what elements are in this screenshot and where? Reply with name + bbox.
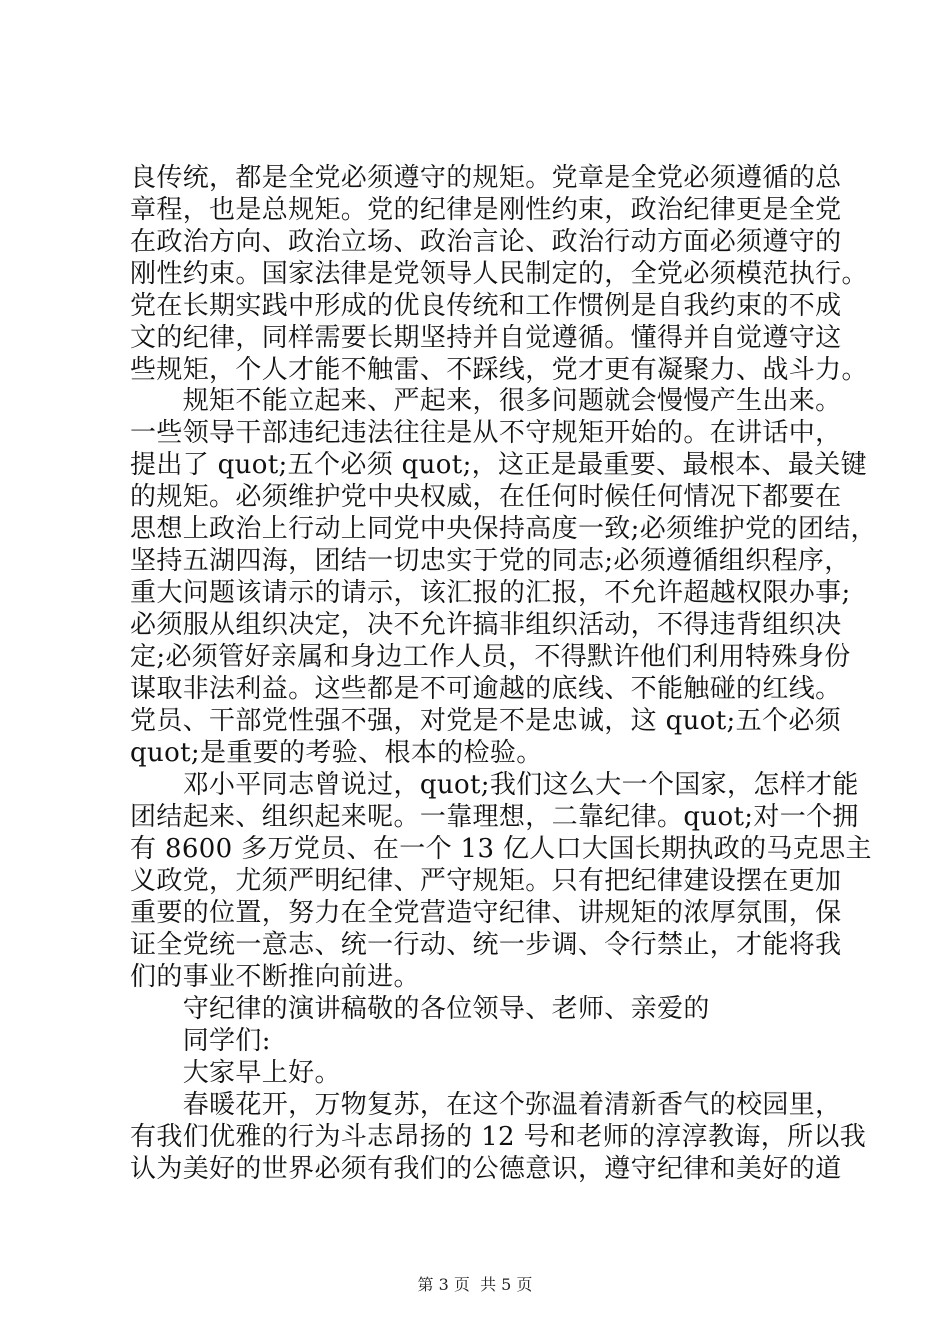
- text-line: 同学们:: [130, 1026, 271, 1056]
- text-line: 思想上政治上行动上同党中央保持高度一致;必须维护党的团结，: [130, 514, 877, 544]
- text-line: 义政党，尤须严明纪律、严守规矩。只有把纪律建设摆在更加: [130, 866, 842, 896]
- text-line: 定;必须管好亲属和身边工作人员，不得默许他们利用特殊身份: [130, 642, 851, 672]
- text-line: 提出了 quot;五个必须 quot;，这正是最重要、最根本、最关键: [130, 450, 867, 480]
- text-line: 邓小平同志曾说过，quot;我们这么大一个国家，怎样才能: [130, 770, 859, 800]
- text-line: 必须服从组织决定，决不允许搞非组织活动，不得违背组织决: [130, 610, 842, 640]
- text-line: 认为美好的世界必须有我们的公德意识，遵守纪律和美好的道: [130, 1154, 842, 1184]
- text-line: 重要的位置，努力在全党营造守纪律、讲规矩的浓厚氛围，保: [130, 898, 842, 928]
- text-line: 大家早上好。: [130, 1058, 341, 1088]
- text-line: 文的纪律，同样需要长期坚持并自觉遵循。懂得并自觉遵守这: [130, 323, 842, 353]
- text-line: 证全党统一意志、统一行动、统一步调、令行禁止，才能将我: [130, 930, 842, 960]
- text-line: 刚性约束。国家法律是党领导人民制定的，全党必须模范执行。: [130, 259, 868, 289]
- text-line: quot;是重要的考验、根本的检验。: [130, 738, 543, 768]
- text-line: 们的事业不断推向前进。: [130, 962, 420, 992]
- text-line: 重大问题该请示的请示，该汇报的汇报，不允许超越权限办事;: [130, 578, 851, 608]
- text-line: 章程，也是总规矩。党的纪律是刚性约束，政治纪律更是全党: [130, 195, 842, 225]
- text-line: 良传统，都是全党必须遵守的规矩。党章是全党必须遵循的总: [130, 163, 842, 193]
- text-line: 守纪律的演讲稿敬的各位领导、老师、亲爱的: [130, 994, 710, 1024]
- text-line: 谋取非法利益。这些都是不可逾越的底线、不能触碰的红线。: [130, 674, 842, 704]
- text-line: 党员、干部党性强不强，对党是不是忠诚，这 quot;五个必须: [130, 706, 842, 736]
- text-line: 团结起来、组织起来呢。一靠理想，二靠纪律。quot;对一个拥: [130, 802, 859, 832]
- paragraph-block-main: [130, 385, 877, 1185]
- text-line: 规矩不能立起来、严起来，很多问题就会慢慢产生出来。: [130, 386, 842, 416]
- text-line: 的规矩。必须维护党中央权威，在任何时候任何情况下都要在: [130, 482, 842, 512]
- text-line: 坚持五湖四海，团结一切忠实于党的同志;必须遵循组织程序，: [130, 546, 851, 576]
- text-line: 在政治方向、政治立场、政治言论、政治行动方面必须遵守的: [130, 227, 842, 257]
- text-line: 一些领导干部违纪违法往往是从不守规矩开始的。在讲话中，: [130, 418, 842, 448]
- text-line: 些规矩，个人才能不触雷、不踩线，党才更有凝聚力、战斗力。: [130, 355, 868, 385]
- text-line: 有 8600 多万党员、在一个 13 亿人口大国长期执政的马克思主: [130, 834, 872, 864]
- text-line: 春暖花开，万物复苏，在这个弥温着清新香气的校园里，: [130, 1090, 842, 1120]
- paragraph-block-top: [130, 162, 868, 386]
- text-line: 有我们优雅的行为斗志昂扬的 12 号和老师的淳淳教诲，所以我: [130, 1122, 867, 1152]
- text-line: 党在长期实践中形成的优良传统和工作惯例是自我约束的不成: [130, 291, 842, 321]
- page-footer: 第 3 页 共 5 页: [417, 1275, 533, 1294]
